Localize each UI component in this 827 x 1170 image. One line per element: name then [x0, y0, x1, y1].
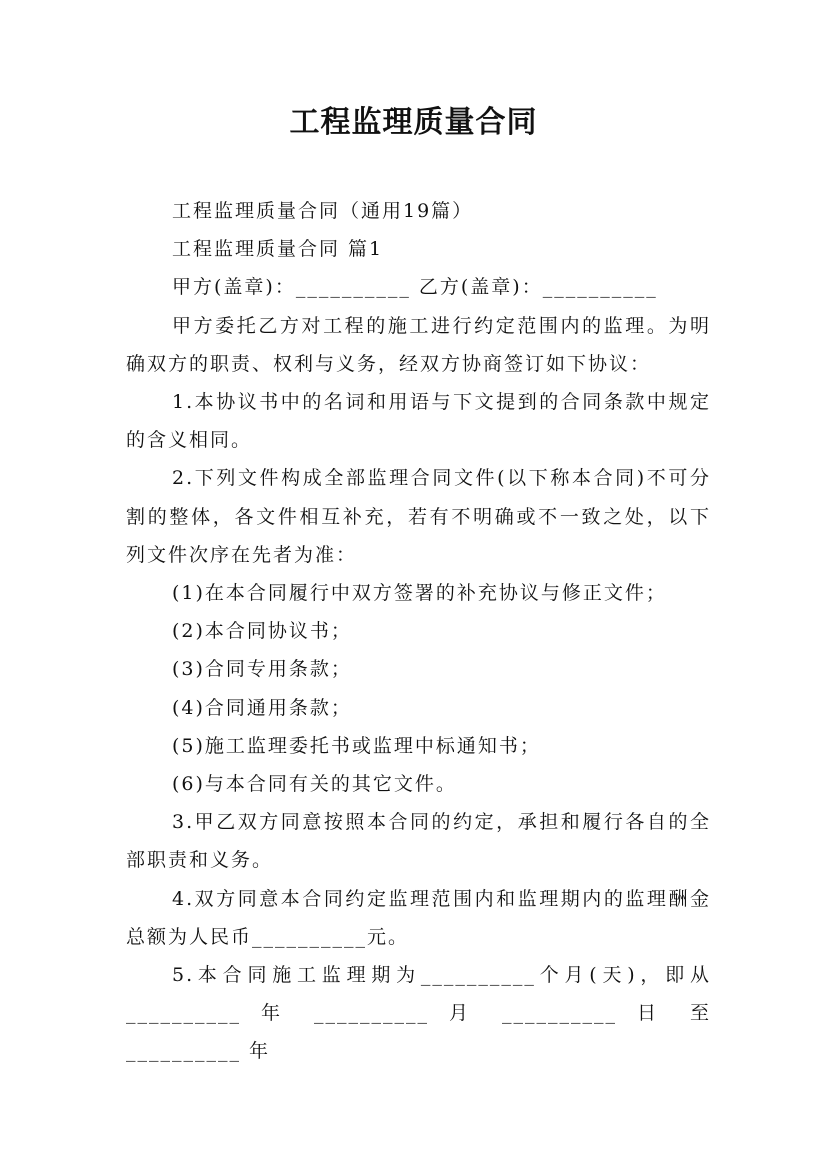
document-body	[126, 192, 711, 1071]
paragraph-parties: 甲方(盖章)：__________ 乙方(盖章)：__________	[172, 276, 658, 299]
list-item: (1)在本合同履行中双方签署的补充协议与修正文件；	[172, 582, 667, 605]
paragraph-section-heading: 工程监理质量合同 篇1	[172, 238, 384, 261]
document-title: 工程监理质量合同	[289, 105, 538, 140]
paragraph-clause-4: 4.双方同意本合同约定监理范围内和监理期内的监理酬金总额为人民币__________元。	[126, 887, 711, 948]
paragraph-subtitle: 工程监理质量合同（通用19篇）	[172, 200, 474, 222]
list-item: (4)合同通用条款；	[172, 696, 352, 719]
list-item: (2)本合同协议书；	[172, 620, 352, 643]
paragraph-intro: 甲方委托乙方对工程的施工进行约定范围内的监理。为明确双方的职责、权利与义务，经双方协商签订如下协议：	[126, 314, 711, 375]
paragraph-clause-1: 1.本协议书中的名词和用语与下文提到的合同条款中规定的含义相同。	[126, 391, 711, 452]
paragraph-clause-5: 5.本合同施工监理期为__________个月(天)，即从__________ 年 __________ 月 __________ 日 至 __________ 年	[126, 964, 711, 1063]
list-item: (6)与本合同有关的其它文件。	[172, 773, 457, 796]
paragraph-clause-3: 3.甲乙双方同意按照本合同的约定，承担和履行各自的全部职责和义务。	[126, 811, 711, 872]
list-item: (5)施工监理委托书或监理中标通知书；	[172, 734, 541, 757]
paragraph-clause-2: 2.下列文件构成全部监理合同文件(以下称本合同)不可分割的整体，各文件相互补充，若有不明确或不一致之处，以下列文件次序在先者为准：	[126, 467, 711, 566]
list-item: (3)合同专用条款；	[172, 658, 352, 681]
